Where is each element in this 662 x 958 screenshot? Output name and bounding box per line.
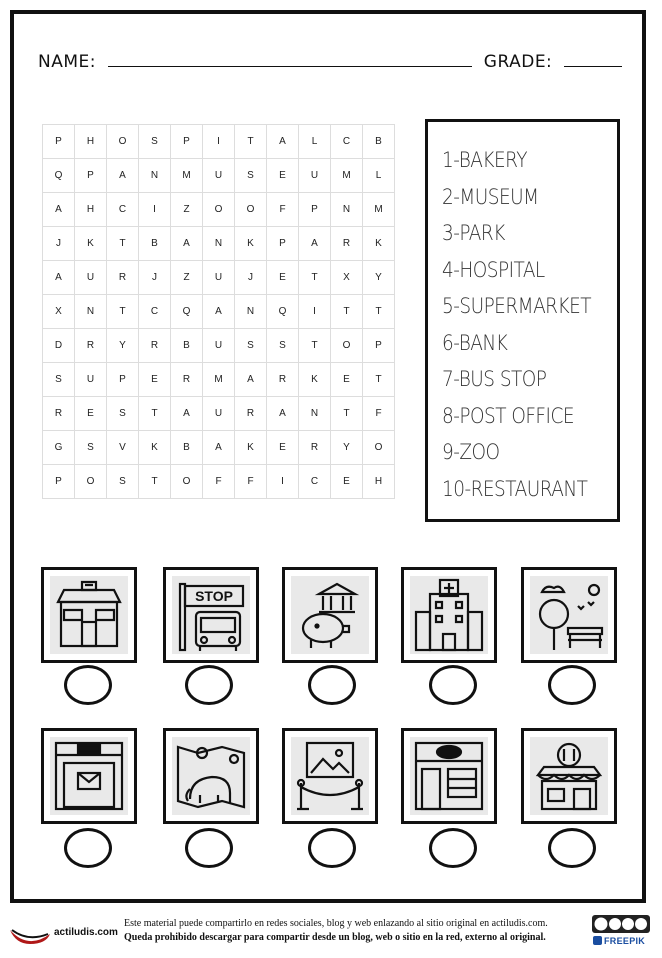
- supermarket-picture: [41, 567, 137, 663]
- grid-cell[interactable]: P: [171, 125, 203, 159]
- grid-cell[interactable]: H: [363, 465, 395, 499]
- answer-circle-7[interactable]: [185, 828, 233, 868]
- grid-cell[interactable]: T: [107, 295, 139, 329]
- bakery-icon: [410, 737, 488, 815]
- grid-cell[interactable]: S: [267, 329, 299, 363]
- park-icon: [530, 576, 608, 654]
- grid-cell[interactable]: Z: [171, 261, 203, 295]
- grid-cell[interactable]: N: [299, 397, 331, 431]
- grid-cell[interactable]: J: [139, 261, 171, 295]
- grid-cell[interactable]: I: [267, 465, 299, 499]
- grid-cell[interactable]: B: [363, 125, 395, 159]
- answer-circle-1[interactable]: [64, 665, 112, 705]
- grid-cell[interactable]: A: [107, 159, 139, 193]
- grid-cell[interactable]: K: [235, 431, 267, 465]
- museum-picture: [282, 728, 378, 824]
- grid-cell[interactable]: O: [75, 465, 107, 499]
- grid-row: [43, 125, 395, 159]
- answer-circle-10[interactable]: [548, 828, 596, 868]
- answer-circle-3[interactable]: [308, 665, 356, 705]
- grid-cell[interactable]: H: [75, 125, 107, 159]
- grid-row: [43, 159, 395, 193]
- grid-cell[interactable]: T: [299, 329, 331, 363]
- grid-cell[interactable]: P: [43, 125, 75, 159]
- zoo-icon: [172, 737, 250, 815]
- grid-cell[interactable]: O: [363, 431, 395, 465]
- museum-icon: [291, 737, 369, 815]
- grid-cell[interactable]: F: [363, 397, 395, 431]
- footer-line-2: Queda prohibido descargar para compartir desde un blog, web o sitio en la red, externo al original.: [124, 932, 546, 943]
- grid-cell[interactable]: R: [331, 227, 363, 261]
- grid-row: [43, 363, 395, 397]
- name-grade-line: [38, 52, 622, 72]
- post-office-picture: [41, 728, 137, 824]
- grid-cell[interactable]: A: [171, 397, 203, 431]
- grid-row: [43, 329, 395, 363]
- footer-line-1: Este material puede compartirlo en redes sociales, blog y web enlazando al sitio original en actiludis.com.: [124, 918, 548, 929]
- grid-cell[interactable]: T: [299, 261, 331, 295]
- grid-cell[interactable]: A: [43, 193, 75, 227]
- grid-row: [43, 431, 395, 465]
- grid-cell[interactable]: R: [43, 397, 75, 431]
- freepik-icon: [593, 936, 602, 945]
- word-list-item: 3-PARK: [442, 221, 505, 245]
- answer-circle-6[interactable]: [64, 828, 112, 868]
- sled-logo-icon: [8, 918, 52, 948]
- grid-cell[interactable]: U: [203, 159, 235, 193]
- grid-cell[interactable]: N: [203, 227, 235, 261]
- grid-cell[interactable]: K: [363, 227, 395, 261]
- grid-cell[interactable]: T: [363, 363, 395, 397]
- grid-cell[interactable]: T: [139, 397, 171, 431]
- grid-cell[interactable]: P: [363, 329, 395, 363]
- grid-cell[interactable]: A: [203, 431, 235, 465]
- answer-circle-8[interactable]: [308, 828, 356, 868]
- grid-cell[interactable]: U: [203, 397, 235, 431]
- grid-cell[interactable]: P: [43, 465, 75, 499]
- grid-cell[interactable]: O: [203, 193, 235, 227]
- grid-cell[interactable]: I: [139, 193, 171, 227]
- hospital-picture: [401, 567, 497, 663]
- bus-stop-picture: [163, 567, 259, 663]
- grid-cell[interactable]: J: [43, 227, 75, 261]
- grid-cell[interactable]: A: [235, 363, 267, 397]
- actiludis-logo[interactable]: [8, 918, 118, 948]
- grid-cell[interactable]: I: [299, 295, 331, 329]
- grid-cell[interactable]: K: [235, 227, 267, 261]
- grid-cell[interactable]: B: [139, 227, 171, 261]
- grid-row: [43, 465, 395, 499]
- grid-cell[interactable]: U: [203, 329, 235, 363]
- word-list-item: 6-BANK: [442, 330, 508, 355]
- restaurant-icon: [530, 737, 608, 815]
- grid-cell[interactable]: T: [331, 397, 363, 431]
- grid-cell[interactable]: Q: [171, 295, 203, 329]
- grid-cell[interactable]: R: [299, 431, 331, 465]
- grid-cell[interactable]: Y: [363, 261, 395, 295]
- grid-cell[interactable]: O: [107, 125, 139, 159]
- grid-cell[interactable]: L: [363, 159, 395, 193]
- zoo-picture: [163, 728, 259, 824]
- grid-row: [43, 295, 395, 329]
- grid-cell[interactable]: Y: [331, 431, 363, 465]
- grid-cell[interactable]: E: [331, 363, 363, 397]
- word-list-item: 10-RESTAURANT: [442, 476, 588, 501]
- grid-cell[interactable]: O: [331, 329, 363, 363]
- grid-cell[interactable]: D: [43, 329, 75, 363]
- grid-cell[interactable]: S: [235, 159, 267, 193]
- grid-cell[interactable]: Q: [267, 295, 299, 329]
- grid-cell[interactable]: R: [171, 363, 203, 397]
- grid-cell[interactable]: C: [331, 125, 363, 159]
- answer-circle-4[interactable]: [429, 665, 477, 705]
- name-label: NAME:: [38, 52, 96, 72]
- grid-cell[interactable]: E: [331, 465, 363, 499]
- grid-cell[interactable]: T: [107, 227, 139, 261]
- grid-cell[interactable]: A: [203, 295, 235, 329]
- grid-cell[interactable]: B: [171, 431, 203, 465]
- bus-stop-icon: [172, 576, 250, 654]
- grid-cell[interactable]: Y: [107, 329, 139, 363]
- grid-cell[interactable]: B: [171, 329, 203, 363]
- freepik-credit[interactable]: [593, 936, 645, 946]
- grid-cell[interactable]: M: [363, 193, 395, 227]
- word-list-item: 4-HOSPITAL: [442, 257, 545, 282]
- word-list-item: 7-BUS STOP: [442, 367, 547, 391]
- word-list-item: 8-POST OFFICE: [442, 403, 574, 428]
- hospital-icon: [410, 576, 488, 654]
- grid-cell[interactable]: E: [267, 159, 299, 193]
- actiludis-brand: actiludis.com: [54, 927, 118, 938]
- svg-text:STOP: STOP: [195, 588, 233, 604]
- grid-cell[interactable]: M: [171, 159, 203, 193]
- grid-cell[interactable]: U: [75, 261, 107, 295]
- grid-cell[interactable]: N: [235, 295, 267, 329]
- grid-cell[interactable]: S: [107, 465, 139, 499]
- post-office-icon: [50, 737, 128, 815]
- grid-cell[interactable]: R: [107, 261, 139, 295]
- bank-picture: [282, 567, 378, 663]
- grid-cell[interactable]: A: [267, 125, 299, 159]
- grid-cell[interactable]: E: [267, 261, 299, 295]
- grid-cell[interactable]: P: [267, 227, 299, 261]
- grid-cell[interactable]: Q: [43, 159, 75, 193]
- grid-cell[interactable]: K: [75, 227, 107, 261]
- bank-icon: [291, 576, 369, 654]
- grid-row: [43, 397, 395, 431]
- word-search-grid[interactable]: [42, 124, 395, 499]
- answer-circle-5[interactable]: [548, 665, 596, 705]
- grid-row: [43, 193, 395, 227]
- freepik-label: FREEPIK: [604, 936, 646, 946]
- grid-cell[interactable]: E: [139, 363, 171, 397]
- cc-license-icon: [592, 915, 650, 933]
- grid-cell[interactable]: F: [267, 193, 299, 227]
- grid-cell[interactable]: O: [171, 465, 203, 499]
- restaurant-picture: [521, 728, 617, 824]
- grade-blank[interactable]: [564, 52, 622, 67]
- grid-cell[interactable]: E: [75, 397, 107, 431]
- grid-cell[interactable]: N: [75, 295, 107, 329]
- grid-cell[interactable]: J: [235, 261, 267, 295]
- grid-cell[interactable]: A: [299, 227, 331, 261]
- grid-cell[interactable]: A: [267, 397, 299, 431]
- grid-cell[interactable]: R: [75, 329, 107, 363]
- grid-cell[interactable]: N: [331, 193, 363, 227]
- word-list-item: 9-ZOO: [442, 440, 500, 464]
- grid-cell[interactable]: Z: [171, 193, 203, 227]
- grid-cell[interactable]: C: [107, 193, 139, 227]
- grid-cell[interactable]: S: [43, 363, 75, 397]
- grid-cell[interactable]: F: [203, 465, 235, 499]
- grid-cell[interactable]: T: [331, 295, 363, 329]
- word-list-item: 2-MUSEUM: [442, 184, 539, 209]
- grid-cell[interactable]: A: [43, 261, 75, 295]
- park-picture: [521, 567, 617, 663]
- grid-cell[interactable]: K: [299, 363, 331, 397]
- grid-cell[interactable]: G: [43, 431, 75, 465]
- answer-circle-2[interactable]: [185, 665, 233, 705]
- word-list-box: [425, 119, 620, 522]
- creative-commons-badge[interactable]: [592, 915, 650, 933]
- grid-cell[interactable]: S: [75, 431, 107, 465]
- grid-cell[interactable]: M: [203, 363, 235, 397]
- grid-cell[interactable]: C: [299, 465, 331, 499]
- word-list-item: 1-BAKERY: [442, 148, 528, 172]
- grid-cell[interactable]: K: [139, 431, 171, 465]
- grid-cell[interactable]: S: [107, 397, 139, 431]
- grid-row: [43, 227, 395, 261]
- bakery-picture: [401, 728, 497, 824]
- grade-label: GRADE:: [483, 52, 553, 72]
- grid-cell[interactable]: P: [75, 159, 107, 193]
- grid-cell[interactable]: T: [235, 125, 267, 159]
- grid-cell[interactable]: E: [267, 431, 299, 465]
- grid-cell[interactable]: A: [171, 227, 203, 261]
- grid-cell[interactable]: S: [139, 125, 171, 159]
- answer-circle-9[interactable]: [429, 828, 477, 868]
- supermarket-icon: [50, 576, 128, 654]
- name-blank[interactable]: [108, 52, 472, 67]
- footer-notice: [124, 917, 548, 945]
- grid-cell[interactable]: T: [363, 295, 395, 329]
- grid-cell[interactable]: L: [299, 125, 331, 159]
- grid-cell[interactable]: P: [299, 193, 331, 227]
- grid-cell[interactable]: N: [139, 159, 171, 193]
- grid-cell[interactable]: O: [235, 193, 267, 227]
- grid-cell[interactable]: S: [235, 329, 267, 363]
- grid-cell[interactable]: C: [139, 295, 171, 329]
- grid-cell[interactable]: M: [331, 159, 363, 193]
- word-list-item: 5-SUPERMARKET: [442, 294, 591, 318]
- grid-cell[interactable]: R: [267, 363, 299, 397]
- grid-cell[interactable]: U: [299, 159, 331, 193]
- grid-cell[interactable]: V: [107, 431, 139, 465]
- grid-cell[interactable]: R: [139, 329, 171, 363]
- grid-cell[interactable]: H: [75, 193, 107, 227]
- grid-cell[interactable]: R: [235, 397, 267, 431]
- grid-cell[interactable]: U: [203, 261, 235, 295]
- grid-cell[interactable]: T: [139, 465, 171, 499]
- grid-cell[interactable]: X: [331, 261, 363, 295]
- grid-cell[interactable]: U: [75, 363, 107, 397]
- grid-cell[interactable]: X: [43, 295, 75, 329]
- grid-row: [43, 261, 395, 295]
- grid-cell[interactable]: I: [203, 125, 235, 159]
- grid-cell[interactable]: P: [107, 363, 139, 397]
- grid-cell[interactable]: F: [235, 465, 267, 499]
